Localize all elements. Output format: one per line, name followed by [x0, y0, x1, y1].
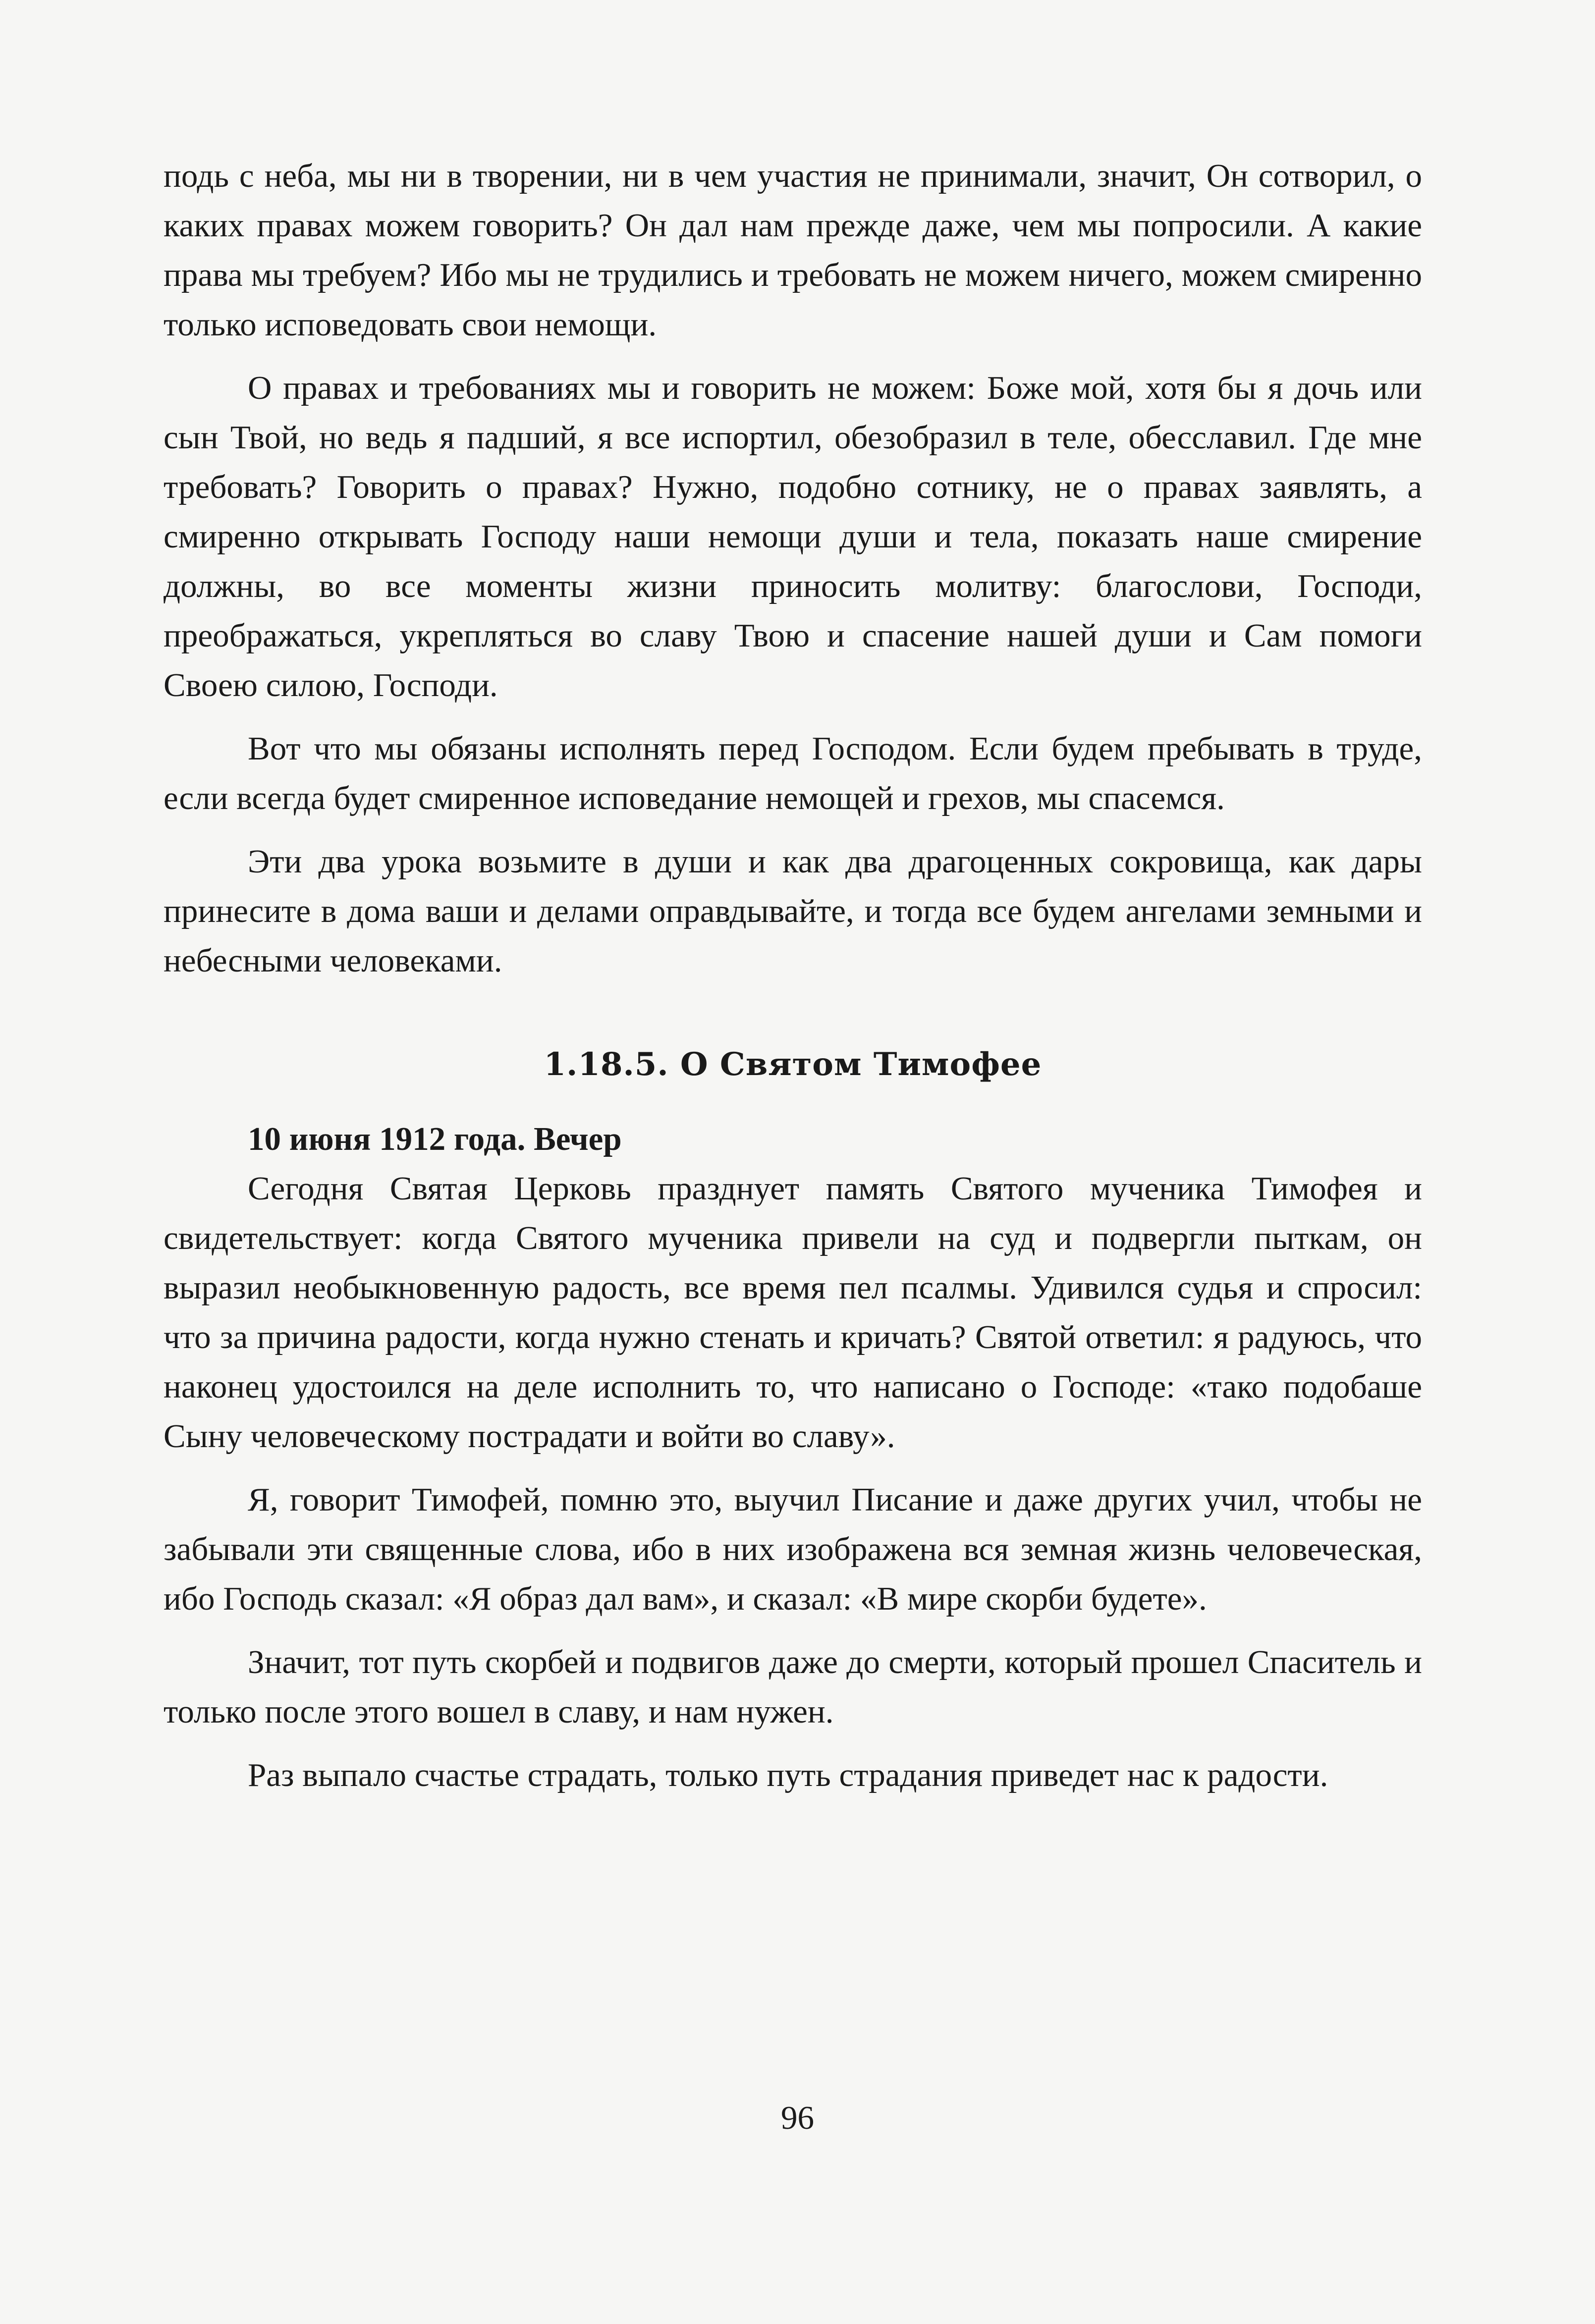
paragraph: подь с неба, мы ни в творении, ни в чем участия не принимали, значит, Он сотворил, о каких правах можем говорить? Он дал нам прежде даже, чем мы попросили. А какие права мы требуем? Ибо мы не трудились и требовать не можем ничего, можем смиренно только исповедовать свои немощи. — [164, 158, 1422, 343]
date-heading: 10 июня 1912 года. Вечер — [248, 1121, 622, 1157]
paragraph: О правах и требованиях мы и говорить не можем: Боже мой, хотя бы я дочь или сын Твой, но ведь я падший, я все испортил, обезобразил в теле, обесславил. Где мне требовать? Говорить о правах? Нужно, подобно сотнику, не о правах заявлять, а смиренно открывать Господу наши немощи души и тела, показать наше смирение должны, во все моменты жизни приносить молитву: благослови, Господи, преображаться, укрепляться во славу Твою и спасение нашей души и Сам помоги Своею силою, Господи. — [164, 370, 1422, 703]
paragraph: Раз выпало счастье страдать, только путь страдания приведет нас к радости. — [248, 1757, 1328, 1793]
page-body — [164, 151, 1422, 1814]
paragraph: Я, говорит Тимофей, помню это, выучил Писание и даже других учил, чтобы не забывали эти священные слова, ибо в них изображена вся земная жизнь человеческая, ибо Господь сказал: «Я образ дал вам», и сказал: «В мире скорби будете». — [164, 1481, 1422, 1617]
paragraph: Эти два урока возьмите в души и как два драгоценных сокровища, как дары принесите в дома ваши и делами оправдывайте, и тогда все будем ангелами земными и небесными человеками. — [164, 843, 1422, 979]
paragraph: Значит, тот путь скорбей и подвигов даже до смерти, который прошел Спаситель и только после этого вошел в славу, и нам нужен. — [164, 1644, 1422, 1730]
text-before — [164, 151, 1422, 985]
text-after — [164, 1164, 1422, 1800]
paragraph: Вот что мы обязаны исполнять перед Господом. Если будем пребывать в труде, если всегда будет смиренное исповедание немощей и грехов, мы спасемся. — [164, 730, 1422, 816]
page-number: 96 — [781, 2100, 814, 2136]
section-heading: 1.18.5. О Святом Тимофее — [544, 1046, 1042, 1083]
paragraph: Сегодня Святая Церковь празднует память Святого мученика Тимофея и свидетельствует: когда Святого мученика привели на суд и подвергли пыткам, он выразил необыкновенную радость, все время пел псалмы. Удивился судья и спросил: что за причина радости, когда нужно стенать и кричать? Святой ответил: я радуюсь, что наконец удостоился на деле исполнить то, что написано о Господе: «тако подобаше Сыну человеческому пострадати и войти во славу». — [164, 1170, 1422, 1455]
